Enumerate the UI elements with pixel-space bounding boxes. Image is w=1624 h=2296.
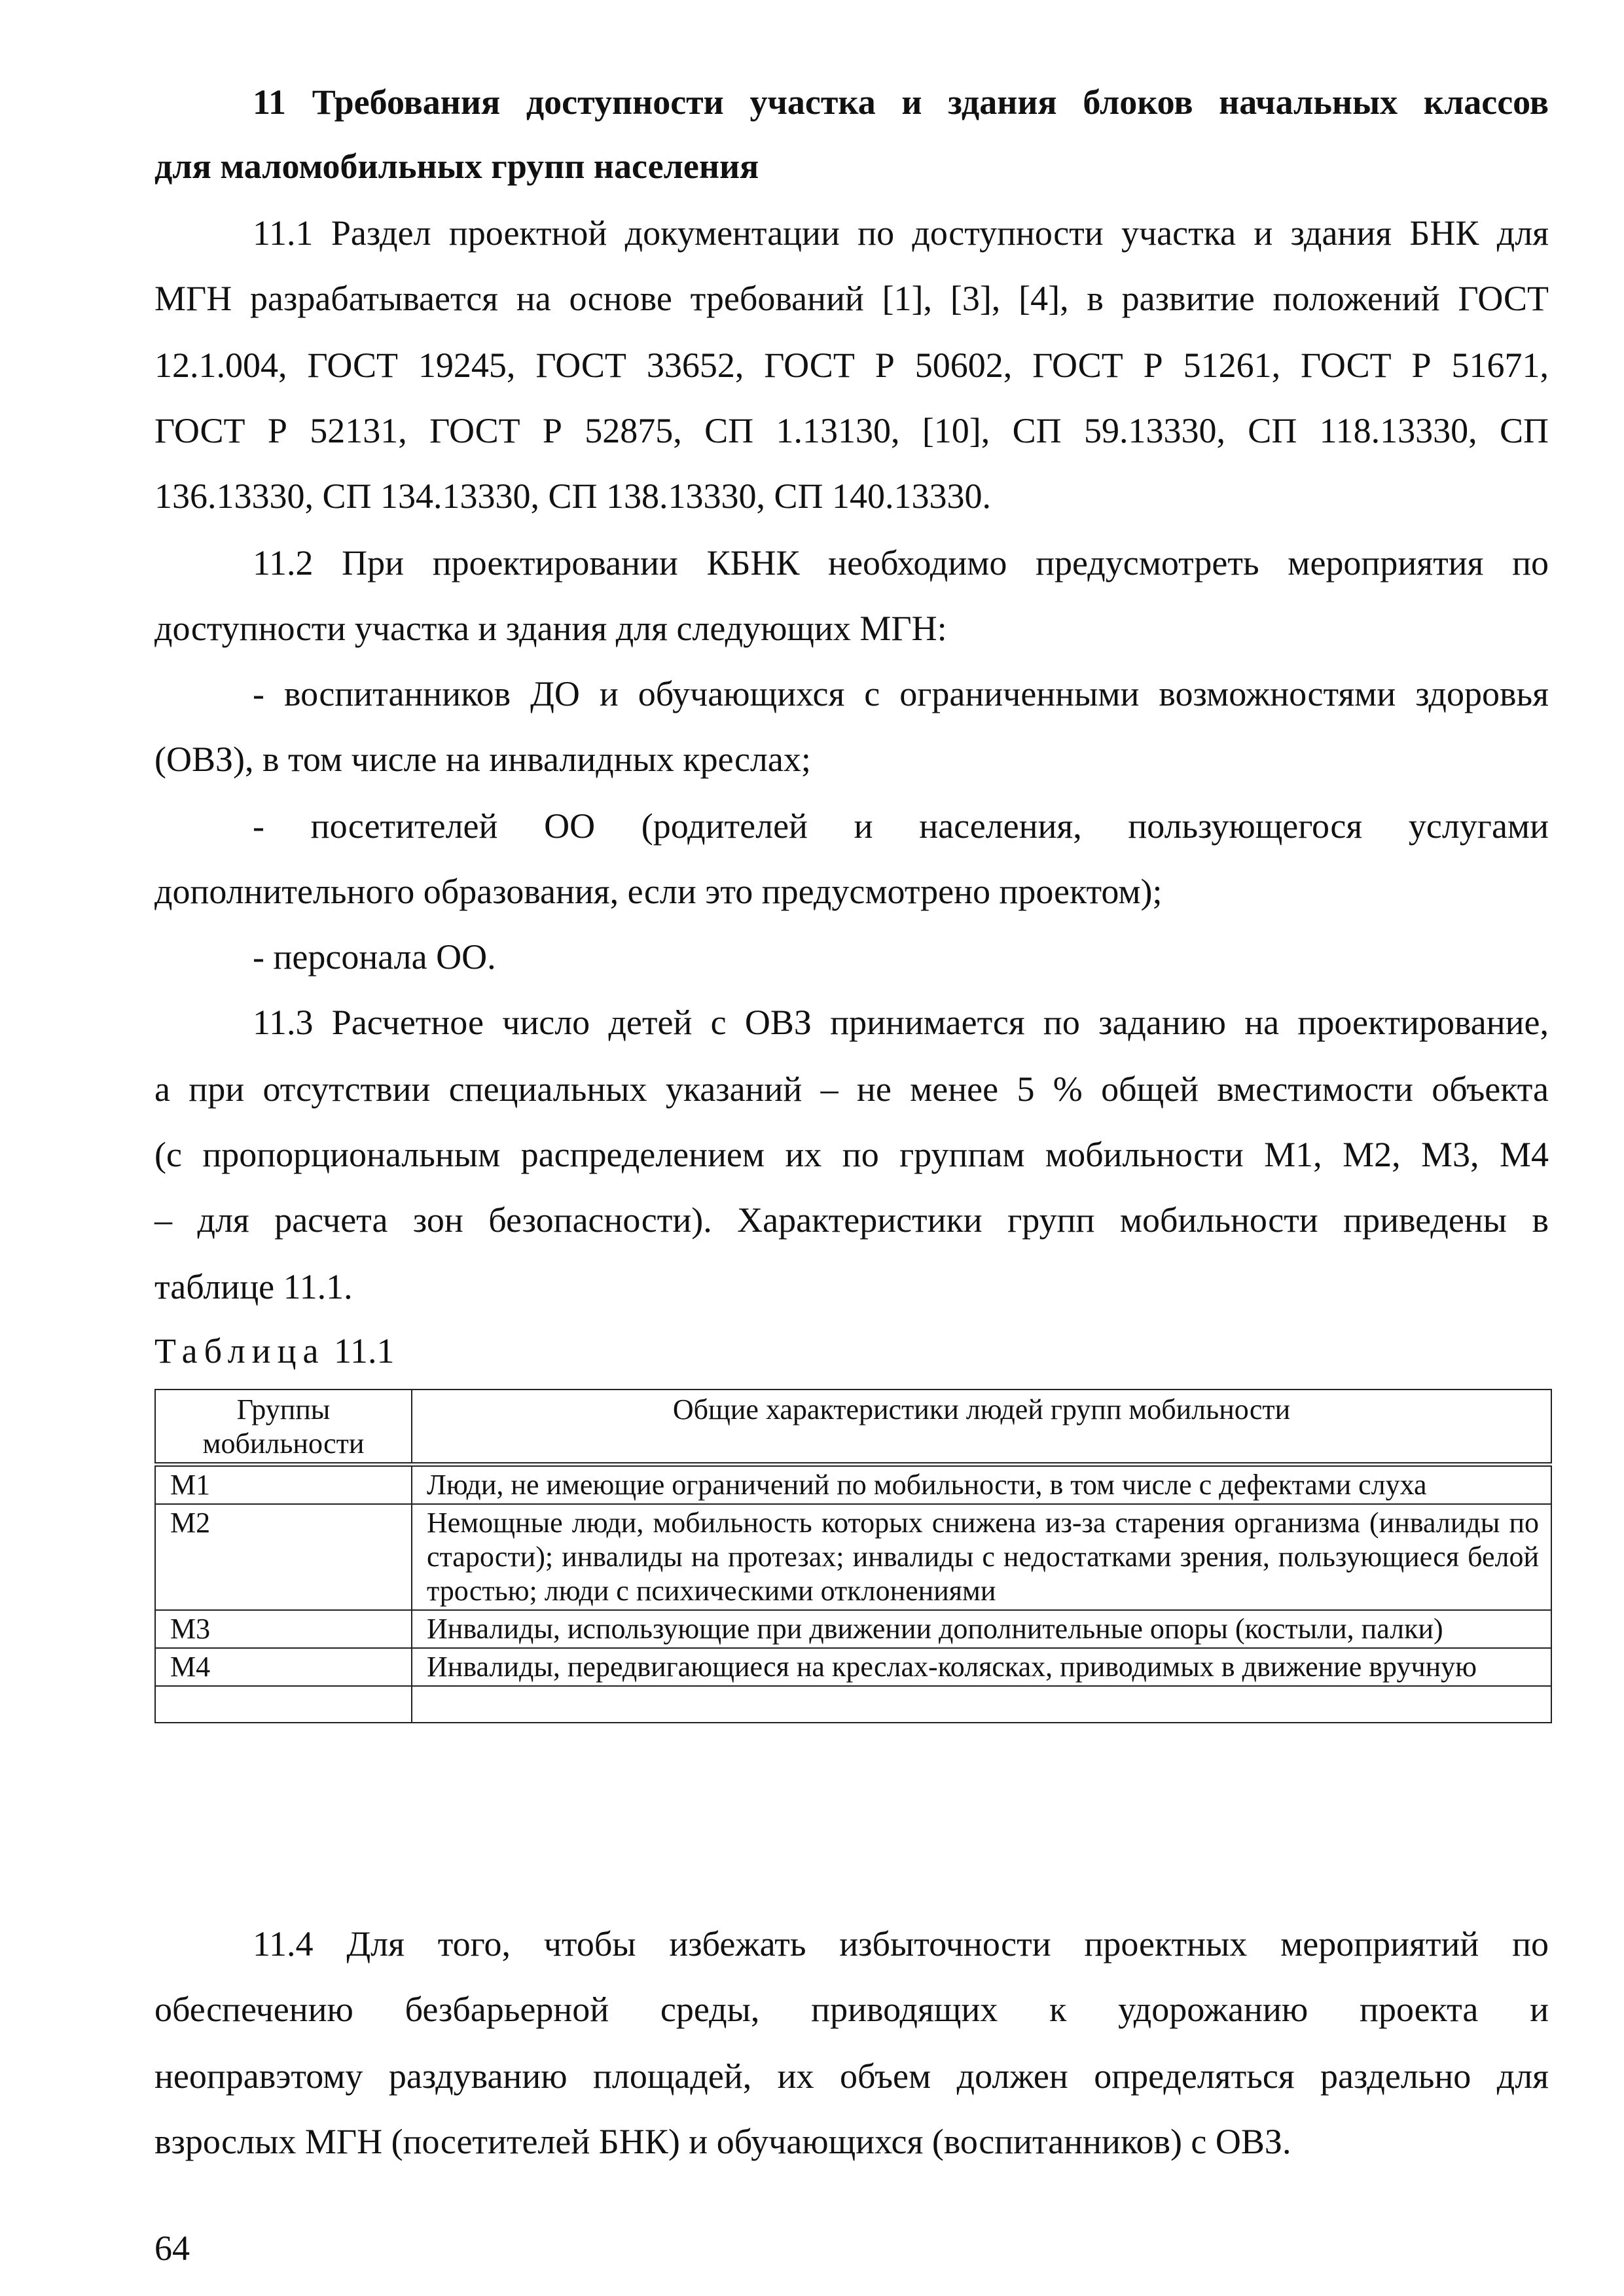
paragraph-11-3-line: таблице 11.1. xyxy=(154,1267,353,1306)
table-cell-group: М3 xyxy=(155,1610,412,1648)
paragraph-11-4-line: 11.4 Для того, чтобы избежать избыточности проектных мероприятий по xyxy=(253,1924,1549,1964)
table-header-row xyxy=(155,1390,1551,1465)
table-cell-empty xyxy=(412,1686,1551,1723)
table-cell-empty xyxy=(155,1686,412,1723)
table-row xyxy=(155,1465,1551,1505)
table-cell-description: Инвалиды, использующие при движении дополнительные опоры (костыли, палки) xyxy=(412,1610,1551,1648)
paragraph-11-2-line: 11.2 При проектировании КБНК необходимо предусмотреть мероприятия по xyxy=(253,543,1549,583)
list-item-line: дополнительного образования, если это предусмотрено проектом); xyxy=(154,872,1163,911)
table-row xyxy=(155,1610,1551,1648)
paragraph-11-1-line: ГОСТ Р 52131, ГОСТ Р 52875, СП 1.13130, [10], СП 59.13330, СП 118.13330, СП xyxy=(154,411,1549,450)
list-item-line: (ОВЗ), в том числе на инвалидных креслах; xyxy=(154,740,811,779)
paragraph-11-3-line: (с пропорциональным распределением их по группам мобильности М1, М2, М3, М4 xyxy=(154,1135,1549,1174)
list-item-line: - персонала ОО. xyxy=(253,937,496,977)
section-heading-line-1: 11 Требования доступности участка и здания блоков начальных классов xyxy=(253,82,1549,122)
table-cell-group: М1 xyxy=(155,1465,412,1505)
table-cell-description: Немощные люди, мобильность которых снижена из-за старения организма (инвалиды по старости); инвалиды на протезах; инвалиды с недостатками зрения, пользующиеся белой тростью; люди с психическими отклонениями xyxy=(412,1504,1551,1610)
list-item-line: - воспитанников ДО и обучающихся с ограниченными возможностями здоровья xyxy=(253,674,1549,713)
paragraph-11-3-line: – для расчета зон безопасности). Характеристики групп мобильности приведены в xyxy=(154,1200,1549,1240)
table-header-cell: Группы мобильности xyxy=(155,1390,412,1465)
paragraph-11-1-line: 11.1 Раздел проектной документации по доступности участка и здания БНК для xyxy=(253,213,1549,253)
table-cell-group: М4 xyxy=(155,1648,412,1686)
paragraph-11-2-line: доступности участка и здания для следующих МГН: xyxy=(154,609,947,648)
table-cell-group: М2 xyxy=(155,1504,412,1610)
paragraph-11-1-line: 12.1.004, ГОСТ 19245, ГОСТ 33652, ГОСТ Р 50602, ГОСТ Р 51261, ГОСТ Р 51671, xyxy=(154,346,1549,385)
table-cell-description: Инвалиды, передвигающиеся на креслах-колясках, приводимых в движение вручную xyxy=(412,1648,1551,1686)
table-caption xyxy=(154,1330,394,1372)
table-cell-description: Люди, не имеющие ограничений по мобильности, в том числе с дефектами слуха xyxy=(412,1465,1551,1505)
page-number: 64 xyxy=(154,2229,190,2268)
table-row xyxy=(155,1648,1551,1686)
table-caption-word: Таблица xyxy=(154,1331,325,1371)
paragraph-11-4-line: взрослых МГН (посетителей БНК) и обучающихся (воспитанников) с ОВЗ. xyxy=(154,2122,1291,2161)
paragraph-11-4-line: неоправэтому раздуванию площадей, их объем должен определяться раздельно для xyxy=(154,2056,1549,2096)
mobility-groups-table xyxy=(154,1389,1552,1723)
paragraph-11-3-line: 11.3 Расчетное число детей с ОВЗ принимается по заданию на проектирование, xyxy=(253,1003,1549,1042)
table-row xyxy=(155,1504,1551,1610)
table-header-cell: Общие характеристики людей групп мобильности xyxy=(412,1390,1551,1465)
section-heading-line-2: для маломобильных групп населения xyxy=(154,147,759,186)
table-empty-row xyxy=(155,1686,1551,1723)
list-item-line: - посетителей ОО (родителей и населения, пользующегося услугами xyxy=(253,806,1549,846)
paragraph-11-1-line: МГН разрабатывается на основе требований [1], [3], [4], в развитие положений ГОСТ xyxy=(154,279,1549,318)
paragraph-11-4-line: обеспечению безбарьерной среды, приводящих к удорожанию проекта и xyxy=(154,1990,1549,2029)
paragraph-11-3-line: а при отсутствии специальных указаний – не менее 5 % общей вместимости объекта xyxy=(154,1069,1549,1109)
table-caption-number: 11.1 xyxy=(333,1331,395,1371)
paragraph-11-1-line: 136.13330, СП 134.13330, СП 138.13330, СП 140.13330. xyxy=(154,476,992,516)
